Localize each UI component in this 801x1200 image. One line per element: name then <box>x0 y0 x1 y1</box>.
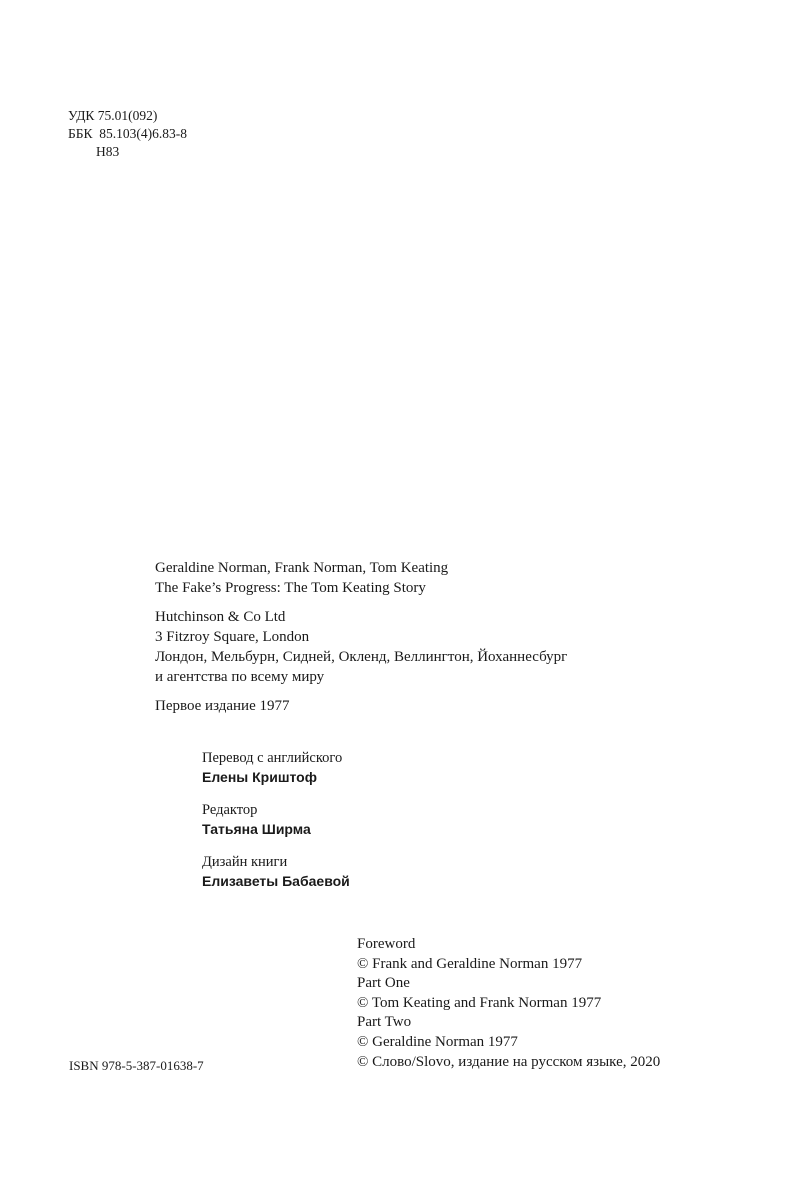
udk-code: УДК 75.01(092) <box>68 108 158 123</box>
original-edition-block <box>155 558 567 725</box>
credit-name: Елены Криштоф <box>202 769 317 785</box>
credit-name: Татьяна Ширма <box>202 821 311 837</box>
author-mark: Н83 <box>96 144 120 159</box>
copyright-line: Foreword <box>357 936 416 952</box>
credit-role: Перевод с английского <box>202 750 343 766</box>
credit-role: Дизайн книги <box>202 854 288 870</box>
copyright-line: Part Two <box>357 1014 412 1031</box>
publisher-agencies: и агентства по всему миру <box>155 669 325 685</box>
publisher-address: 3 Fitzroy Square, London <box>155 629 310 645</box>
original-authors: Geraldine Norman, Frank Norman, Tom Keating <box>155 560 449 576</box>
credit-editor <box>202 801 350 839</box>
first-edition-group <box>155 696 567 716</box>
first-edition: Первое издание 1977 <box>155 698 290 714</box>
credit-role: Редактор <box>202 802 258 818</box>
isbn: ISBN 978-5-387-01638-7 <box>69 1058 204 1073</box>
publisher-group <box>155 607 567 687</box>
copyright-block <box>357 935 660 1072</box>
credits-block <box>202 749 350 905</box>
original-title: The Fake’s Progress: The Tom Keating Story <box>155 580 426 596</box>
copyright-line: © Tom Keating and Frank Norman 1977 <box>357 994 602 1011</box>
copyright-line: © Geraldine Norman 1977 <box>357 1033 518 1050</box>
classification-block <box>68 107 187 161</box>
copyright-line: © Слово/Slovo, издание на русском языке, 2020 <box>357 1053 661 1070</box>
credit-name: Елизаветы Бабаевой <box>202 873 350 889</box>
publisher-cities: Лондон, Мельбурн, Сидней, Окленд, Веллингтон, Йоханнесбург <box>155 649 568 665</box>
publisher-name: Hutchinson & Co Ltd <box>155 609 286 625</box>
credit-translator <box>202 749 350 787</box>
bbk-code: ББК 85.103(4)6.83-8 <box>68 126 187 141</box>
credit-designer <box>202 853 350 891</box>
copyright-line: © Frank and Geraldine Norman 1977 <box>357 955 583 972</box>
original-title-group <box>155 558 567 598</box>
copyright-line: Part One <box>357 975 410 992</box>
